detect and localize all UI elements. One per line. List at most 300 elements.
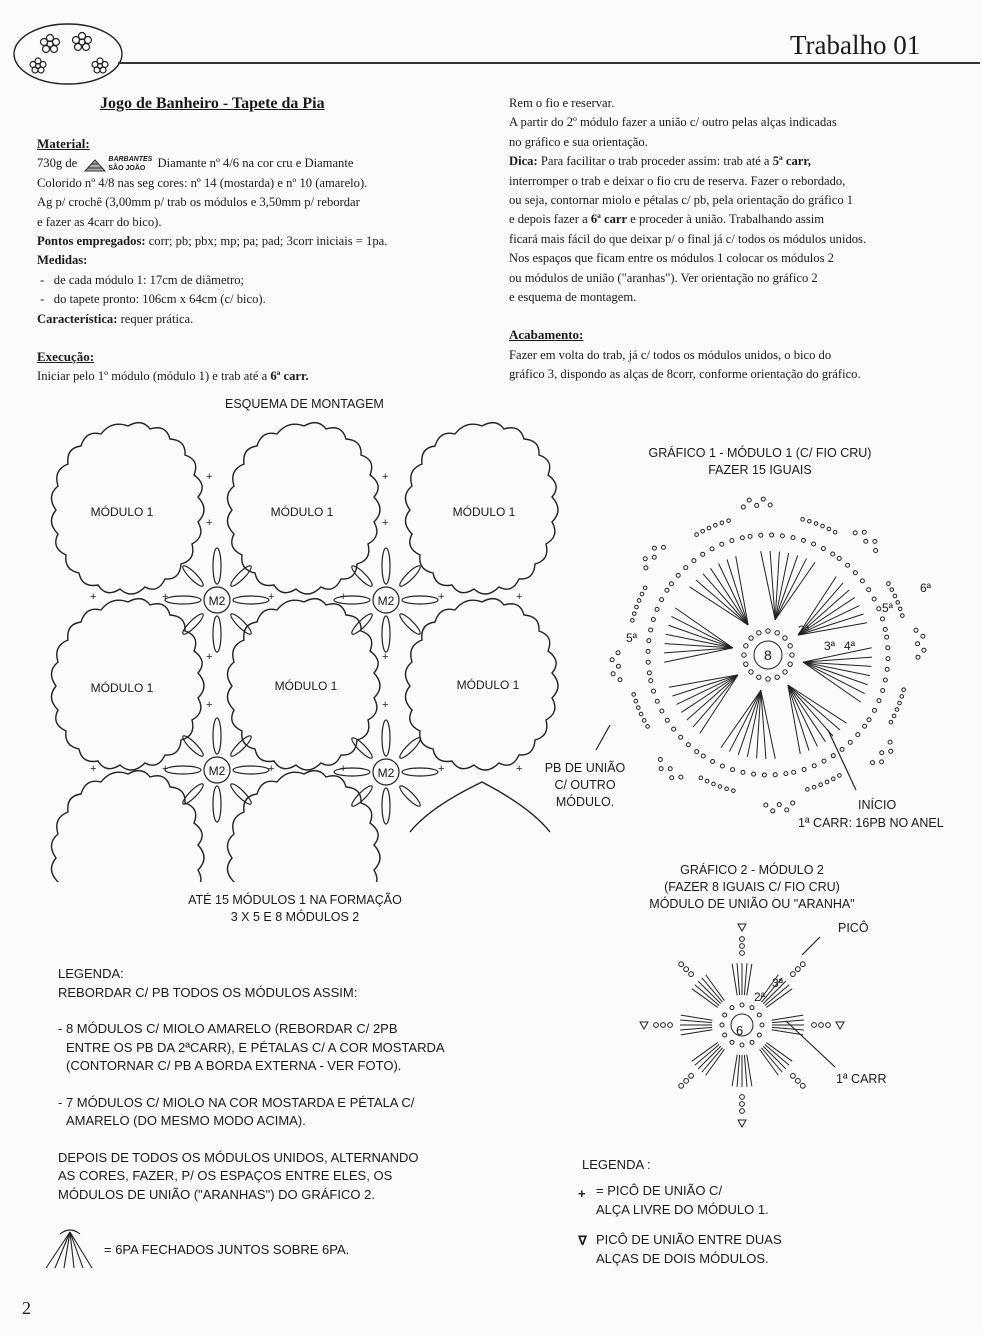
stitch-mark [744, 1055, 747, 1087]
stitch-mark [819, 1023, 824, 1028]
stitch-mark [760, 1023, 764, 1027]
stitch-mark [916, 655, 920, 659]
stitch-mark [757, 1013, 761, 1017]
module1-label: MÓDULO 1 [456, 678, 520, 692]
stitch-mark [788, 685, 800, 754]
stitch-mark [644, 566, 648, 570]
stitch-mark [744, 662, 748, 666]
stitch-mark [832, 777, 836, 781]
legend-right-title: LEGENDA : [582, 1157, 651, 1172]
stitch-mark [649, 628, 653, 632]
stitch-mark [864, 539, 868, 543]
stitch-mark [795, 1078, 800, 1083]
stitch-mark [661, 1023, 666, 1028]
stitch-mark [639, 712, 643, 716]
left-text-block: Material: 730g de BARBANTES SÃO JOÃO Diamante nº 4/6 na cor cru e Diamante Colorido nº 4/8 nas seg cores: nº 14 (mostarda) e nº 10 (amarelo). Ag p/ crochê (3,00mm p/ trab os módulos e 3,50mm p/ rebordar e fazer as 4carr do bico). Pontos empregados: corr; pb; pbx; mp; pa; pad; 3corr iniciais = 1pa. Medidas: - de cada módulo 1: 17cm de diâmetro; - do tapete pronto: 106cm x 64cm (c/ bico). Característica: requer prática. Execução: Iniciar pelo 1º módulo (módulo 1) e trab até a 6ª carr. [37, 136, 388, 384]
stitch-mark [812, 764, 816, 768]
svg-text:+: + [90, 763, 97, 775]
stitch-mark [732, 964, 737, 996]
stitch-mark [783, 636, 787, 640]
stitch-mark [698, 1046, 721, 1069]
graph1-row2: 2ª [798, 623, 810, 637]
svg-text:+: + [268, 591, 275, 603]
stitch-mark [672, 727, 676, 731]
stitch-mark [872, 708, 876, 712]
stitch-mark [883, 627, 887, 631]
stitch-mark [914, 628, 918, 632]
stitch-mark [665, 588, 669, 592]
stitch-mark [647, 639, 651, 643]
graph2-row3: 3ª [772, 976, 784, 990]
stitch-mark [738, 924, 746, 931]
stitch-mark [729, 690, 760, 751]
stitch-mark [775, 631, 779, 635]
stitch-mark [893, 594, 897, 598]
schema-caption: ATÉ 15 MÓDULOS 1 NA FORMAÇÃO 3 X 5 E 8 MÓDULOS 2 [188, 893, 402, 924]
stitch-mark [812, 542, 816, 546]
svg-text:+: + [438, 763, 445, 775]
stitch-mark [791, 1074, 796, 1079]
stitch-mark [900, 695, 904, 699]
stitch-mark [661, 545, 665, 549]
stitch-mark [637, 599, 641, 603]
svg-text:+: + [516, 591, 523, 603]
stitch-mark [877, 699, 881, 703]
svg-text:+: + [382, 517, 389, 529]
module2-label: M2 [208, 764, 226, 778]
module1-label: MÓDULO 1 [90, 681, 154, 695]
stitch-mark [701, 552, 705, 556]
stitch-mark [616, 651, 620, 655]
stitch-mark [825, 780, 829, 784]
graph1-start-label: INÍCIO [858, 798, 897, 812]
schema-title: ESQUEMA DE MONTAGEM [225, 397, 384, 411]
stitch-mark [762, 773, 766, 777]
stitch-mark [777, 803, 781, 807]
fan-legend-text: = 6PA FECHADOS JUNTOS SOBRE 6PA. [104, 1242, 350, 1257]
stitch-mark [632, 612, 636, 616]
stitch-mark [658, 758, 662, 762]
stitch-mark [921, 634, 925, 638]
right-text-block: Rem o fio e reservar. A partir do 2º módulo fazer a união c/ outro pelas alças indicadas no gráfico e sua orientação. Dica: Para facilitar o trab proceder assim: trab até a 5ª carr, interromper o trab e deixar o fio cru de reserva. Fazer o rebordado, ou seja, contornar miolo e pétalas c/ pb, pela orientação do gráfico 1 e depois fazer a 6ª carr e proceder à união. Trabalhando assim ficará mais fácil do que deixar p/ o final já c/ todos os módulos unidos. Nos espaços que ficam entre os módulos 1 colocar os módulos 2 ou módulos de união ("aranhas"). Ver orientação no gráfico 2 e esquema de montagem. Acabamento: Fazer em volta do trab, já c/ todos os módulos unidos, o bico do gráfico 3, dispondo as alças de 8corr, conforme orientação do gráfico. [509, 96, 867, 382]
stitch-mark [727, 559, 748, 625]
stitch-mark [881, 688, 885, 692]
stitch-mark [755, 503, 759, 507]
stitch-mark [752, 772, 756, 776]
svg-text:+: + [206, 699, 213, 711]
stitch-mark [812, 785, 816, 789]
stitch-mark [801, 538, 805, 542]
stitch-mark [725, 787, 729, 791]
stitch-mark [732, 1055, 737, 1087]
graph1-row6: 6ª [920, 581, 932, 595]
stitch-mark [848, 740, 852, 744]
module1-label: MÓDULO 1 [90, 505, 154, 519]
svg-text:+: + [516, 763, 523, 775]
stitch-mark [646, 725, 650, 729]
stitch-mark [671, 616, 732, 647]
stitch-mark [916, 642, 920, 646]
stitch-mark [659, 767, 663, 771]
stitch-mark [730, 1040, 734, 1044]
stitch-mark [886, 646, 890, 650]
legend-left: LEGENDA: REBORDAR C/ PB TODOS OS MÓDULOS ASSIM: - 8 MÓDULOS C/ MIOLO AMARELO (REBORDAR C/ 2PB ENTRE OS PB DA 2ªCARR), E PÉTALAS C/ A COR MOSTARDA (CONTORNAR C/ PB A BORDA EXTERNA - VER FOTO). - 7 MÓDULOS C/ MIOLO NA COR MOSTARDA E PÉTALA C/ AMARELO (DO MESMO MODO ACIMA). DEPOIS DE TODOS OS MÓDULOS UNIDOS, ALTERNANDO AS CORES, FAZER, P/ OS ESPAÇOS ENTRE ELES, OS MÓDULOS DE UNIÃO ("ARANHAS") DO GRÁFICO 2. [58, 966, 445, 1202]
graph2-pointers [786, 937, 835, 1067]
stitch-mark [747, 498, 751, 502]
stitch-mark [889, 720, 893, 724]
svg-text:+: + [90, 591, 97, 603]
stitch-mark [853, 531, 857, 535]
stitch-mark [764, 803, 768, 807]
stitch-mark [740, 536, 744, 540]
stitch-mark [642, 719, 646, 723]
stitch-mark [712, 782, 716, 786]
stitch-mark [856, 733, 860, 737]
stitch-mark [821, 524, 825, 528]
stitch-mark [827, 527, 831, 531]
stitch-mark [676, 573, 680, 577]
material-text: 730g de [37, 156, 78, 171]
stitch-mark [730, 539, 734, 543]
plus-symbol-icon: + [578, 1186, 586, 1201]
module1-label: MÓDULO 1 [270, 505, 334, 519]
stitch-mark [679, 962, 684, 967]
stitch-mark [814, 522, 818, 526]
svg-text:+: + [340, 763, 347, 775]
stitch-mark [740, 951, 745, 956]
stitch-mark [720, 1023, 724, 1027]
stitch-mark [610, 658, 614, 662]
graph1-chart [590, 480, 950, 830]
stitch-mark [660, 598, 664, 602]
stitch-mark [791, 801, 795, 805]
graph1-first-row: 1ª CARR: 16PB NO ANEL [798, 816, 944, 830]
stitch-mark [672, 675, 738, 696]
svg-text:+: + [162, 763, 169, 775]
stitch-mark [741, 505, 745, 509]
stitch-mark [711, 568, 749, 625]
stitch-mark [772, 1027, 804, 1030]
stitch-mark [740, 1102, 745, 1107]
stitch-mark [790, 653, 794, 657]
stitch-mark [744, 963, 747, 995]
svg-text:+: + [162, 591, 169, 603]
stitch-mark [862, 530, 866, 534]
stitch-mark [775, 558, 806, 619]
stitch-mark [680, 1027, 712, 1030]
stitch-mark [886, 657, 890, 661]
stitch-mark [880, 760, 884, 764]
stitch-mark [896, 601, 900, 605]
stitch-mark [749, 636, 753, 640]
stitch-mark [812, 1023, 817, 1028]
medidas-label: Medidas: [37, 253, 88, 268]
stitch-mark [788, 644, 792, 648]
stitch-mark [720, 764, 724, 768]
stitch-mark [737, 1055, 740, 1087]
stitch-mark [640, 1022, 648, 1029]
stitch-mark [757, 1033, 761, 1037]
stitch-mark [740, 1043, 744, 1047]
stitch-mark [695, 750, 699, 754]
page-number: 2 [22, 1298, 31, 1318]
stitch-mark [888, 740, 892, 744]
caracteristica-label: Característica: [37, 311, 118, 326]
graph2-row2: 2ª [754, 990, 766, 1004]
stitch-mark [684, 967, 689, 972]
stitch-mark [738, 1120, 746, 1127]
stitch-mark [795, 967, 800, 972]
stitch-mark [680, 1020, 712, 1023]
stitch-mark [668, 767, 672, 771]
stitch-mark [723, 1033, 727, 1037]
stitch-mark [757, 675, 761, 679]
svg-text:+: + [382, 651, 389, 663]
stitch-mark [750, 1006, 754, 1010]
stitch-mark [846, 563, 850, 567]
stitch-mark [720, 542, 724, 546]
stitch-mark [880, 617, 884, 621]
stitch-mark [654, 1023, 659, 1028]
stitch-mark [800, 962, 805, 967]
stitch-mark [788, 685, 809, 751]
acabamento-label: Acabamento: [509, 327, 584, 343]
stitch-mark [895, 708, 899, 712]
stitch-mark [872, 597, 876, 601]
stitch-mark [836, 1022, 844, 1029]
stitch-mark [800, 1083, 805, 1088]
pontos-label: Pontos empregados: [37, 234, 146, 249]
graph1-center: 8 [764, 647, 772, 663]
stitch-mark [731, 768, 735, 772]
stitch-mark [744, 644, 748, 648]
stitch-mark [771, 809, 775, 813]
stitch-mark [867, 718, 871, 722]
svg-text:+: + [206, 517, 213, 529]
stitch-mark [655, 607, 659, 611]
stitch-mark [740, 1095, 745, 1100]
stitch-mark [788, 685, 840, 730]
stitch-mark [747, 1055, 752, 1087]
stitch-mark [759, 533, 763, 537]
stitch-mark [732, 789, 736, 793]
stitch-mark [736, 556, 748, 625]
svg-text:+: + [382, 471, 389, 483]
stitch-mark [819, 783, 823, 787]
stitch-mark [681, 675, 738, 713]
module1-shapes [51, 423, 558, 882]
stitch-mark [695, 533, 699, 537]
stitch-mark [686, 743, 690, 747]
stitch-mark [696, 580, 748, 625]
stitch-mark [749, 670, 753, 674]
stitch-mark [692, 559, 696, 563]
stitch-mark [643, 586, 647, 590]
stitch-mark [684, 566, 688, 570]
module1-label: MÓDULO 1 [452, 505, 516, 519]
stitch-mark [652, 689, 656, 693]
stitch-mark [889, 749, 893, 753]
stitch-mark [668, 1023, 673, 1028]
stitch-mark [785, 808, 789, 812]
stitch-mark [792, 770, 796, 774]
stitch-mark [665, 718, 669, 722]
stitch-mark [652, 546, 656, 550]
stitch-mark [699, 776, 703, 780]
graph2-first-row: 1ª CARR [836, 1072, 887, 1086]
stitch-mark [679, 1083, 684, 1088]
stitch-mark [873, 539, 877, 543]
stitch-mark [808, 519, 812, 523]
graph1-row5b: 5ª [882, 601, 894, 615]
stitch-mark [611, 672, 615, 676]
stitch-mark [635, 605, 639, 609]
svg-text:+: + [340, 591, 347, 603]
svg-text:+: + [438, 591, 445, 603]
stitch-mark [748, 534, 752, 538]
stitch-mark [892, 714, 896, 718]
stitch-mark [766, 677, 770, 681]
stitch-mark [880, 751, 884, 755]
stitch-mark [698, 981, 721, 1004]
stitch-mark [705, 779, 709, 783]
stitch-mark [711, 759, 715, 763]
stitch-mark [737, 963, 740, 995]
stitch-mark [669, 675, 738, 687]
stitch-mark [747, 964, 752, 996]
legend-right-item2: PICÔ DE UNIÃO ENTRE DUAS ALÇAS DE DOIS MÓDULOS. [596, 1232, 782, 1266]
stitch-mark [837, 556, 841, 560]
yarn-logo-icon [84, 158, 106, 172]
stitch-mark [821, 547, 825, 551]
pico-label: PICÔ [838, 921, 869, 935]
stitch-mark [874, 548, 878, 552]
stitch-mark [788, 685, 826, 742]
material-label: Material: [37, 136, 90, 151]
stitch-mark [877, 607, 881, 611]
triangle-symbol-icon: ∇ [578, 1233, 588, 1248]
stitch-mark [783, 670, 787, 674]
stitch-mark [636, 706, 640, 710]
stitch-mark [784, 772, 788, 776]
stitch-mark [788, 662, 792, 666]
brand-logo: BARBANTES SÃO JOÃO [84, 156, 150, 174]
graph1-row3: 3ª [824, 639, 836, 653]
stitch-mark [885, 635, 889, 639]
stitch-mark [740, 944, 745, 949]
svg-text:+: + [206, 651, 213, 663]
page-title: Trabalho 01 [790, 30, 921, 60]
stitch-mark [780, 534, 784, 538]
stitch-mark [826, 1023, 831, 1028]
graph1-pointers [596, 725, 856, 790]
stitch-mark [831, 754, 835, 758]
stitch-mark [822, 759, 826, 763]
stitch-mark [757, 631, 761, 635]
stitch-mark [679, 735, 683, 739]
stitch-mark [806, 788, 810, 792]
module2-label: M2 [377, 766, 395, 780]
stitch-mark [740, 1109, 745, 1114]
stitch-mark [833, 530, 837, 534]
stitch-mark [649, 679, 653, 683]
stitch-mark [616, 664, 620, 668]
header-rule [118, 62, 980, 64]
stitch-mark [631, 619, 635, 623]
stitch-mark [670, 776, 674, 780]
svg-text:+: + [268, 763, 275, 775]
graph2-chart [620, 915, 900, 1150]
stitch-mark [863, 724, 867, 728]
module1-label: MÓDULO 1 [274, 679, 338, 693]
svg-text:+: + [206, 471, 213, 483]
stitch-mark [640, 592, 644, 596]
stitch-mark [701, 754, 705, 758]
stitch-mark [730, 1006, 734, 1010]
module2-label: M2 [377, 594, 395, 608]
legend-right-item1: = PICÔ DE UNIÃO C/ ALÇA LIVRE DO MÓDULO 1. [596, 1183, 769, 1217]
stitch-mark [791, 972, 796, 977]
stitch-mark [660, 709, 664, 713]
stitch-mark [763, 1046, 786, 1069]
stitch-mark [742, 653, 746, 657]
dica-label: Dica: [509, 154, 538, 169]
stitch-mark [761, 497, 765, 501]
stitch-mark [681, 1030, 713, 1035]
stitch-mark [689, 1074, 694, 1079]
fan-symbol-icon [42, 1228, 98, 1274]
stitch-mark [652, 555, 656, 559]
stitch-mark [710, 547, 714, 551]
stitch-mark [689, 972, 694, 977]
stitch-mark [773, 773, 777, 777]
stitch-mark [901, 614, 905, 618]
stitch-mark [890, 588, 894, 592]
stitch-mark [718, 785, 722, 789]
stitch-mark [720, 521, 724, 525]
graph1-row4: 4ª [844, 639, 856, 653]
stitch-mark [860, 579, 864, 583]
stitch-mark [885, 667, 889, 671]
stitch-mark [740, 1003, 744, 1007]
stitch-mark [838, 774, 842, 778]
stitch-mark [770, 533, 774, 537]
stitch-mark [727, 519, 731, 523]
stitch-mark [669, 582, 673, 586]
stitch-mark [741, 770, 745, 774]
stitch-mark [871, 761, 875, 765]
stitch-mark [651, 618, 655, 622]
graph1-join-note: PB DE UNIÃO C/ OUTRO MÓDULO. [544, 761, 626, 809]
stitch-mark [646, 660, 650, 664]
stitch-mark [723, 1013, 727, 1017]
graph2-title: GRÁFICO 2 - MÓDULO 2 (FAZER 8 IGUAIS C/ FIO CRU) MÓDULO DE UNIÃO OU "ARANHA" [649, 863, 855, 911]
module2-label: M2 [208, 594, 226, 608]
stitch-mark [693, 675, 738, 727]
graph1-row5: 5ª [626, 631, 638, 645]
stitch-mark [643, 557, 647, 561]
stitch-mark [646, 649, 650, 653]
stitch-mark [766, 629, 770, 633]
stitch-mark [768, 503, 772, 507]
stitch-mark [840, 747, 844, 751]
stitch-mark [740, 937, 745, 942]
graph2-center: 6 [736, 1023, 744, 1038]
stitch-mark [679, 775, 683, 779]
stitch-mark [772, 1015, 804, 1020]
stitch-mark [791, 536, 795, 540]
assembly-diagram [30, 412, 570, 882]
